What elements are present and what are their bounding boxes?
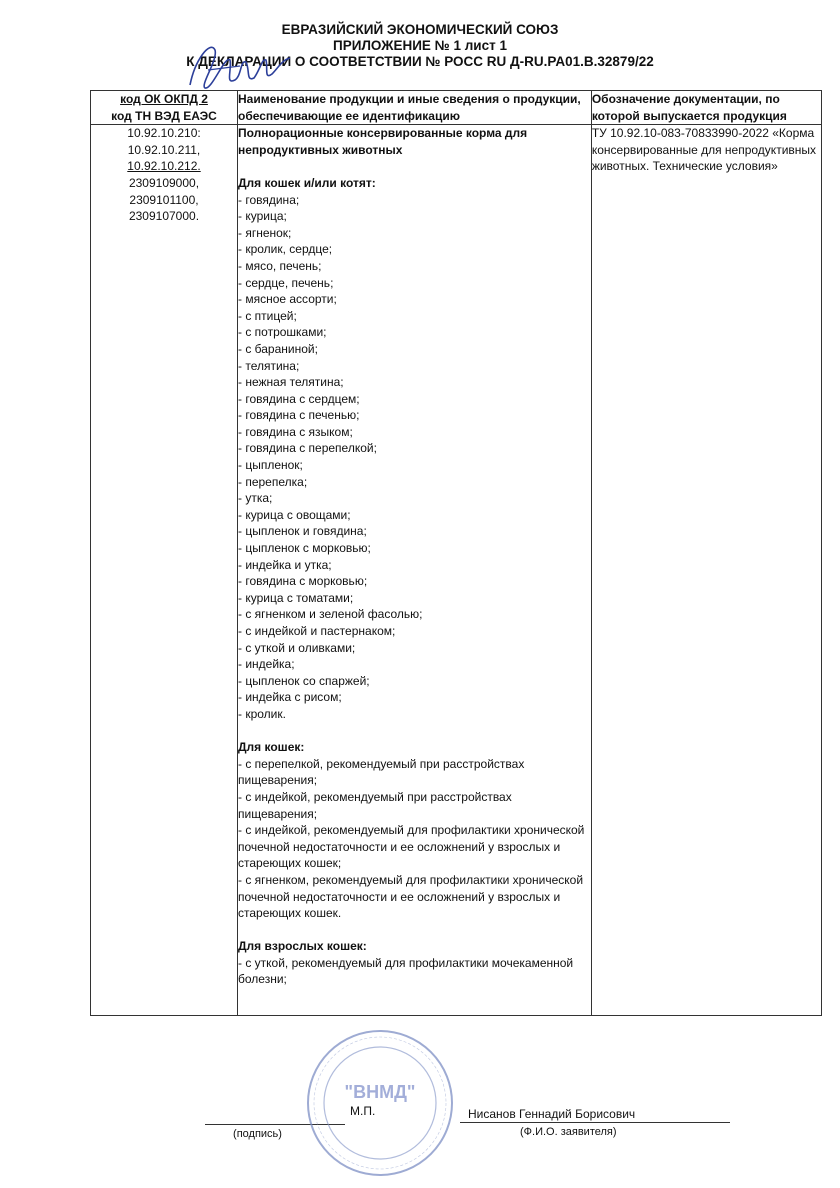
section-list-adult-cats xyxy=(238,955,591,988)
list-item: - говядина с языком; xyxy=(238,424,353,439)
list-item: - с ягненком и зеленой фасолью; xyxy=(238,607,423,622)
table-row xyxy=(91,125,822,1016)
code-item: 2309101100, xyxy=(129,192,199,207)
list-item: - с перепелкой, рекомендуемый при расстройствах пищеварения; xyxy=(238,756,525,788)
code-item: 2309109000, xyxy=(128,175,200,190)
okpd-header: код ОК ОКПД 2 xyxy=(120,92,208,106)
list-item: - с индейкой, рекомендуемый при расстройствах пищеварения; xyxy=(238,789,512,821)
section-list-cats xyxy=(238,756,591,922)
list-item: - индейка и утка; xyxy=(238,557,332,572)
list-item: - индейка; xyxy=(238,657,295,672)
product-column-header: Наименование продукции и иные сведения о продукции, обеспечивающие ее идентификацию xyxy=(238,91,592,125)
list-item: - курица с овощами; xyxy=(238,507,351,522)
stamp-text: "ВНМД" xyxy=(344,1082,416,1102)
list-item: - курица с томатами; xyxy=(238,590,354,605)
list-item: - телятина; xyxy=(238,358,300,373)
signature-label: (подпись) xyxy=(233,1128,282,1140)
list-item: - говядина с печенью; xyxy=(238,408,360,423)
stamp-place-label: М.П. xyxy=(350,1104,376,1118)
code-item: 10.92.10.210: xyxy=(127,126,201,141)
applicant-name-label: (Ф.И.О. заявителя) xyxy=(520,1126,617,1138)
list-item: - перепелка; xyxy=(238,474,308,489)
code-item: 10.92.10.211, xyxy=(127,142,201,157)
list-item: - с индейкой, рекомендуемый для профилактики хронической почечной недостаточности и ее осложнений у взрослых и стареющих кошек; xyxy=(238,823,585,871)
list-item: - с уткой, рекомендуемый для профилактики мочекаменной болезни; xyxy=(238,955,574,987)
company-stamp-image xyxy=(305,1028,455,1178)
section-title-adult-cats: Для взрослых кошек: xyxy=(238,939,367,954)
declaration-table xyxy=(90,90,822,1016)
header-appendix: ПРИЛОЖЕНИЕ № 1 лист 1 xyxy=(333,38,507,53)
section-list-cats-kittens xyxy=(238,192,591,723)
documentation-column-header: Обозначение документации, по которой выпускается продукция xyxy=(591,91,821,125)
list-item: - цыпленок со спаржей; xyxy=(238,673,370,688)
list-item: - нежная телятина; xyxy=(238,375,344,390)
applicant-name: Нисанов Геннадий Борисович xyxy=(468,1107,636,1121)
document-header xyxy=(0,22,840,70)
list-item: - с индейкой и пастернаком; xyxy=(238,624,396,638)
list-item: - утка; xyxy=(238,491,273,506)
list-item: - мясное ассорти; xyxy=(238,292,337,307)
code-item: 10.92.10.212. xyxy=(127,159,201,174)
signature-image xyxy=(180,30,300,100)
list-item: - говядина с морковью; xyxy=(238,574,368,589)
code-item: 2309107000. xyxy=(128,209,200,224)
header-declaration: К ДЕКЛАРАЦИИ О СООТВЕТСТВИИ № РОСС RU Д-RU.PA01.B.32879/22 xyxy=(186,54,654,69)
section-title-cats: Для кошек: xyxy=(238,740,305,755)
list-item: - с потрошками; xyxy=(238,325,327,340)
list-item: - с ягненком, рекомендуемый для профилактики хронической почечной недостаточности и ее осложнений у взрослых и стареющих кошек. xyxy=(238,872,584,921)
product-cell xyxy=(238,125,592,1016)
list-item: - кролик. xyxy=(238,706,286,721)
list-item: - цыпленок и говядина; xyxy=(238,524,367,539)
list-item: - цыпленок; xyxy=(238,458,303,473)
codes-cell xyxy=(91,125,238,1016)
list-item: - индейка с рисом; xyxy=(238,690,342,705)
list-item: - говядина; xyxy=(238,192,300,207)
documentation-cell: ТУ 10.92.10-083-70833990-2022 «Корма консервированные для непродуктивных животных. Технические условия» xyxy=(591,125,821,1016)
list-item: - цыпленок с морковью; xyxy=(238,541,371,556)
applicant-name-line xyxy=(460,1122,730,1123)
product-title: Полнорационные консервированные корма для непродуктивных животных xyxy=(238,126,528,157)
list-item: - с бараниной; xyxy=(238,341,318,356)
list-item: - говядина с перепелкой; xyxy=(238,441,377,456)
list-item: - мясо, печень; xyxy=(238,258,322,273)
list-item: - сердце, печень; xyxy=(238,275,334,290)
header-union: ЕВРАЗИЙСКИЙ ЭКОНОМИЧЕСКИЙ СОЮЗ xyxy=(281,22,559,37)
list-item: - с уткой и оливками; xyxy=(238,640,356,655)
list-item: - говядина с сердцем; xyxy=(238,391,360,406)
tnved-header: код ТН ВЭД ЕАЭС xyxy=(111,108,217,123)
list-item: - с птицей; xyxy=(238,308,297,323)
list-item: - кролик, сердце; xyxy=(238,242,333,257)
list-item: - ягненок; xyxy=(238,225,292,240)
list-item: - курица; xyxy=(238,209,287,224)
section-title-cats-kittens: Для кошек и/или котят: xyxy=(238,175,376,190)
